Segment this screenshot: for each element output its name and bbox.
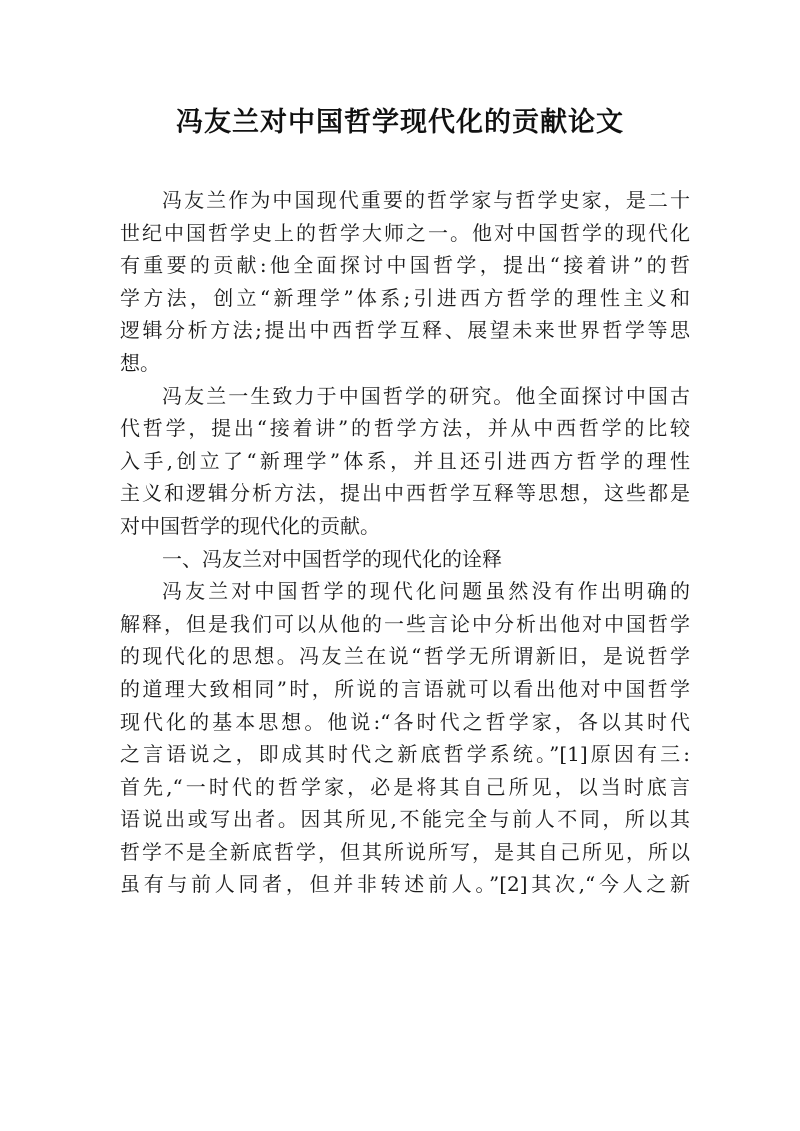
document-title: 冯友兰对中国哲学现代化的贡献论文: [176, 107, 624, 138]
paragraph-3-line-5: 现代化的基本思想。他说:“各时代之哲学家，各以其时代: [120, 709, 690, 734]
paragraph-3-line-2: 解释，但是我们可以从他的一些言论中分析出他对中国哲学: [120, 611, 690, 636]
paragraph-1-line-2: 世纪中国哲学史上的哲学大师之一。他对中国哲学的现代化: [120, 220, 690, 245]
paragraph-2-line-5: 对中国哲学的现代化的贡献。: [120, 513, 380, 538]
paragraph-3-line-8: 语说出或写出者。因其所见,不能完全与前人不同，所以其: [120, 807, 690, 832]
paragraph-2-line-1: 冯友兰一生致力于中国哲学的研究。他全面探讨中国古: [162, 383, 690, 408]
paragraph-1-line-6: 想。: [120, 350, 160, 375]
paragraph-1-line-1: 冯友兰作为中国现代重要的哲学家与哲学史家，是二十: [162, 188, 690, 212]
paragraph-3-line-9: 哲学不是全新底哲学，但其所说所写，是其自己所见，所以: [120, 839, 690, 864]
paragraph-2-line-2: 代哲学，提出“接着讲”的哲学方法，并从中西哲学的比较: [120, 416, 690, 441]
paragraph-3-line-10: 虽有与前人同者，但并非转述前人。”[2]其次,“今人之新: [120, 872, 690, 897]
paragraph-3-line-7: 首先,“一时代的哲学家，必是将其自己所见，以当时底言: [120, 774, 690, 799]
paragraph-1-line-3: 有重要的贡献:他全面探讨中国哲学，提出“接着讲”的哲: [120, 253, 690, 278]
paragraph-2-line-3: 入手,创立了“新理学”体系，并且还引进西方哲学的理性: [120, 448, 690, 473]
section-heading: 一、冯友兰对中国哲学的现代化的诠释: [162, 546, 502, 571]
paragraph-1-line-5: 逻辑分析方法;提出中西哲学互释、展望未来世界哲学等思: [120, 318, 690, 343]
paragraph-1-line-4: 学方法，创立“新理学”体系;引进西方哲学的理性主义和: [120, 285, 690, 310]
document-body: [120, 184, 690, 901]
paragraph-3-line-6: 之言语说之，即成其时代之新底哲学系统。”[1]原因有三:: [120, 742, 690, 767]
paragraph-2-line-4: 主义和逻辑分析方法，提出中西哲学互释等思想，这些都是: [120, 481, 690, 506]
paragraph-3-line-4: 的道理大致相同”时，所说的言语就可以看出他对中国哲学: [120, 676, 690, 701]
paragraph-3-line-1: 冯友兰对中国哲学的现代化问题虽然没有作出明确的: [162, 579, 690, 604]
paragraph-3-line-3: 的现代化的思想。冯友兰在说“哲学无所谓新旧，是说哲学: [120, 644, 690, 669]
